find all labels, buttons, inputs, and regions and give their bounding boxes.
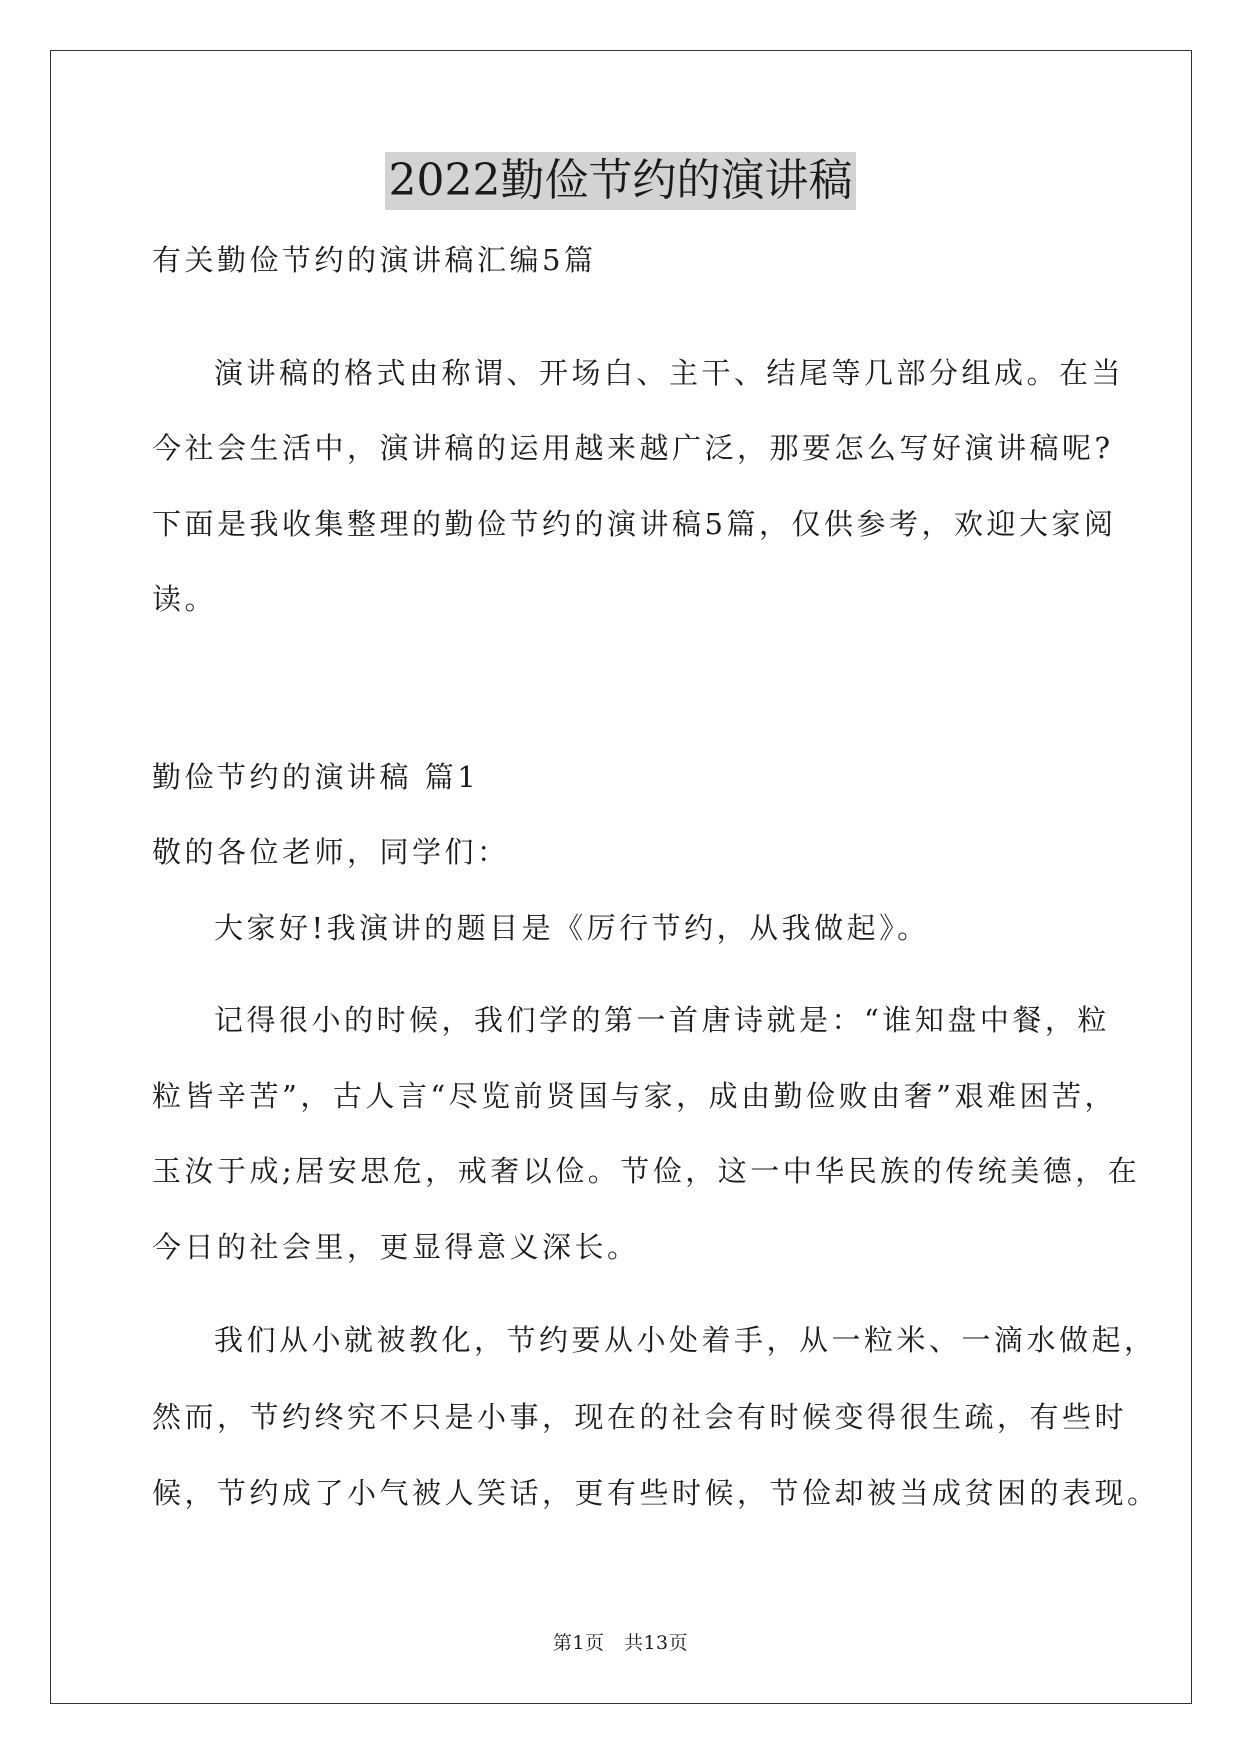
body-line-4: 玉汝于成;居安思危，戒奢以俭。节俭，这一中华民族的传统美德，在	[152, 1154, 1141, 1188]
body-line-1: 大家好!我演讲的题目是《厉行节约，从我做起》。	[214, 911, 930, 945]
body-line-2: 记得很小的时候，我们学的第一首唐诗就是：“谁知盘中餐，粒	[214, 1003, 1110, 1037]
subtitle-line: 有关勤俭节约的演讲稿汇编5篇	[152, 243, 597, 277]
salutation-line: 敬的各位老师，同学们：	[152, 835, 510, 869]
intro-line-2: 今社会生活中，演讲稿的运用越来越广泛，那要怎么写好演讲稿呢?	[152, 431, 1114, 465]
body-line-6: 我们从小就被教化，节约要从小处着手，从一粒米、一滴水做起，	[214, 1323, 1157, 1357]
intro-line-1: 演讲稿的格式由称谓、开场白、主干、结尾等几部分组成。在当	[214, 356, 1125, 390]
document-title: 2022勤俭节约的演讲稿	[385, 152, 857, 210]
section-heading: 勤俭节约的演讲稿 篇1	[152, 760, 480, 794]
body-line-8: 候，节约成了小气被人笑话，更有些时候，节俭却被当成贫困的表现。	[152, 1476, 1160, 1510]
intro-line-3: 下面是我收集整理的勤俭节约的演讲稿5篇，仅供参考，欢迎大家阅	[152, 507, 1117, 541]
intro-line-4: 读。	[152, 582, 218, 616]
page-footer: 第1页 共13页	[552, 1632, 689, 1654]
body-line-3: 粒皆辛苦”，古人言“尽览前贤国与家，成由勤俭败由奢”艰难困苦，	[152, 1079, 1117, 1113]
page-border	[50, 50, 1192, 1704]
body-line-5: 今日的社会里，更显得意义深长。	[152, 1230, 640, 1264]
body-line-7: 然而，节约终究不只是小事，现在的社会有时候变得很生疏，有些时	[152, 1400, 1128, 1434]
title-container	[0, 152, 1241, 210]
